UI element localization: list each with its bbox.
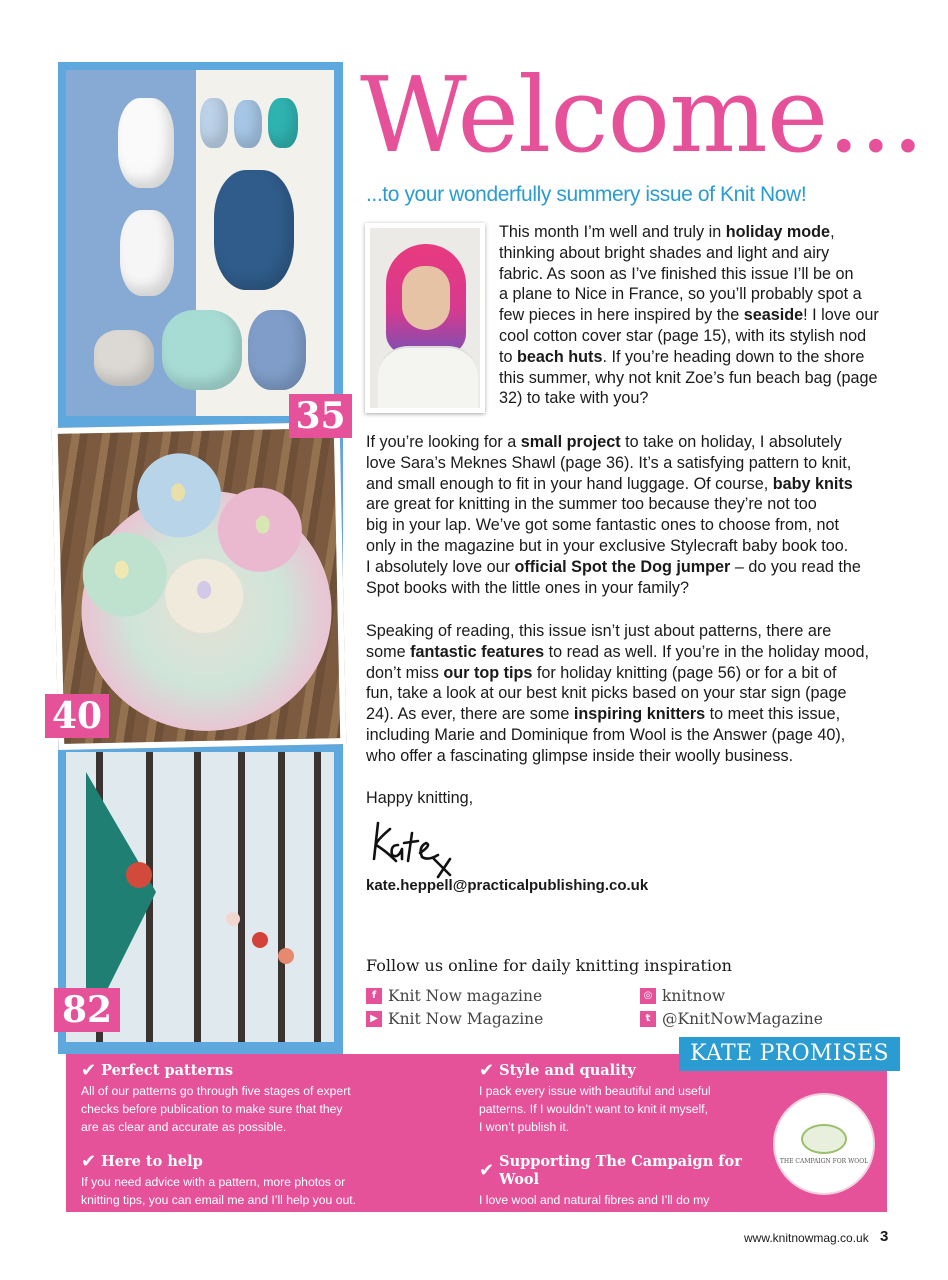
sheep-icon [801, 1124, 847, 1154]
text-line: only in the magazine but in your exclusive Stylecraft baby book too. [366, 536, 849, 555]
promise-item: ✔ Style and quality I pack every issue with beautiful and useful patterns. If I wouldn’t want to knit it myself, I won’t publish it. [479, 1062, 759, 1136]
text-line: If you need advice with a pattern, more photos or [81, 1175, 346, 1189]
text-line: 32) to take with you? [499, 389, 649, 408]
text-line: are great for knitting in the summer too because they’re not too [366, 495, 817, 514]
text-line: If you’re looking for a small project to take on holiday, I absolutely [366, 433, 842, 451]
website-url[interactable]: www.knitnowmag.co.uk [744, 1231, 869, 1245]
text-line: All of our patterns go through five stages of expert [81, 1084, 351, 1098]
text-line: cool cotton cover star (page 15), with its stylish nod [499, 326, 867, 345]
text-line: I love wool and natural fibres and I’ll do my [479, 1193, 710, 1207]
promise-item: ✔ Perfect patterns All of our patterns go through five stages of expert checks before publication to make sure that they are as clear and accurate as possible. [81, 1062, 381, 1136]
checkmark-icon: ✔ [81, 1060, 97, 1081]
text-line: who offer a fascinating glimpse inside their woolly business. [366, 746, 794, 765]
text-line: few pieces in here inspired by the seaside! I love our [499, 306, 879, 325]
text-line: thinking about bright shades and light and airy [499, 243, 830, 262]
page-subtitle: ...to your wonderfully summery issue of Knit Now! [366, 183, 807, 206]
text-line: 24). As ever, there are some inspiring knitters to meet this issue, [366, 705, 841, 724]
text-line: some fantastic features to read as well. If you’re in the holiday mood, [366, 642, 869, 661]
youtube-link[interactable]: ▶ Knit Now Magazine [366, 1010, 543, 1028]
page-number-badge: 82 [54, 988, 120, 1032]
text-line: I absolutely love our official Spot the Dog jumper – do you read the [366, 557, 861, 576]
text-line: utmost to promote their use every issue. [479, 1211, 696, 1225]
editor-portrait [365, 223, 485, 413]
text-line: patterns. If I wouldn’t want to knit it myself, [479, 1102, 708, 1116]
text-line: big in your lap. We’ve got some fantastic ones to choose from, not [366, 516, 839, 535]
text-line: Speaking of reading, this issue isn’t just about patterns, there are [366, 622, 832, 640]
youtube-icon: ▶ [366, 1011, 382, 1027]
page-title: Welcome... [360, 54, 924, 176]
promise-item: ✔ Here to help If you need advice with a pattern, more photos or knitting tips, you can email me and I’ll help you out. [81, 1153, 381, 1209]
facebook-link[interactable]: f Knit Now magazine [366, 987, 542, 1005]
checkmark-icon: ✔ [81, 1151, 97, 1172]
yarn-balls-photo [66, 70, 334, 416]
text-line: checks before publication to make sure that they [81, 1102, 343, 1116]
text-line: this summer, why not knit Zoe’s fun beach bag (page [499, 368, 878, 387]
twitter-icon: t [640, 1011, 656, 1027]
text-line: including Marie and Dominique from Wool is the Answer (page 40), [366, 725, 846, 744]
campaign-for-wool-logo: THE CAMPAIGN FOR WOOL [773, 1093, 875, 1195]
signature [368, 815, 458, 879]
text-line: fabric. As soon as I’ve finished this issue I’ll be on [499, 264, 854, 283]
body-paragraph [366, 432, 911, 598]
text-line: knitting tips, you can email me and I’ll help you out. [81, 1193, 357, 1207]
promises-heading: KATE PROMISES [679, 1037, 900, 1071]
text-line: are as clear and accurate as possible. [81, 1120, 287, 1134]
sign-off-greeting: Happy knitting, [366, 789, 474, 807]
text-line: I won’t publish it. [479, 1120, 570, 1134]
text-line: love Sara’s Meknes Shawl (page 36). It’s a satisfying pattern to knit, [366, 453, 852, 472]
checkmark-icon: ✔ [479, 1160, 495, 1181]
promise-item: ✔ Supporting The Campaign for Wool I love wool and natural fibres and I’ll do my utmost to promote their use every issue. [479, 1153, 769, 1227]
instagram-icon: ◎ [640, 988, 656, 1004]
text-line: to beach huts. If you’re heading down to the shore [499, 347, 865, 366]
text-line: a plane to Nice in France, so you’ll probably spot a [499, 285, 862, 304]
intro-paragraph [499, 222, 909, 409]
text-line: don’t miss our top tips for holiday knitting (page 56) or for a bit of [366, 663, 837, 682]
text-line: fun, take a look at our best knit picks based on your star sign (page [366, 684, 847, 703]
body-paragraph [366, 621, 911, 767]
editor-email-link[interactable]: kate.heppell@practicalpublishing.co.uk [366, 877, 649, 894]
follow-heading: Follow us online for daily knitting inspiration [366, 956, 732, 975]
magazine-name: Knit Now! [719, 183, 807, 206]
checkmark-icon: ✔ [479, 1060, 495, 1081]
text-line: This month I’m well and truly in holiday mode, [499, 223, 835, 241]
text-line: Spot books with the little ones in your family? [366, 578, 690, 597]
page-number-badge: 40 [45, 694, 109, 738]
page-number: 3 [880, 1228, 889, 1245]
instagram-link[interactable]: ◎ knitnow [640, 987, 725, 1005]
twitter-link[interactable]: t @KnitNowMagazine [640, 1010, 823, 1028]
facebook-icon: f [366, 988, 382, 1004]
page-number-badge: 35 [289, 394, 352, 438]
text-line: I pack every issue with beautiful and useful [479, 1084, 711, 1098]
text-line: and small enough to fit in your hand luggage. Of course, baby knits [366, 474, 853, 493]
